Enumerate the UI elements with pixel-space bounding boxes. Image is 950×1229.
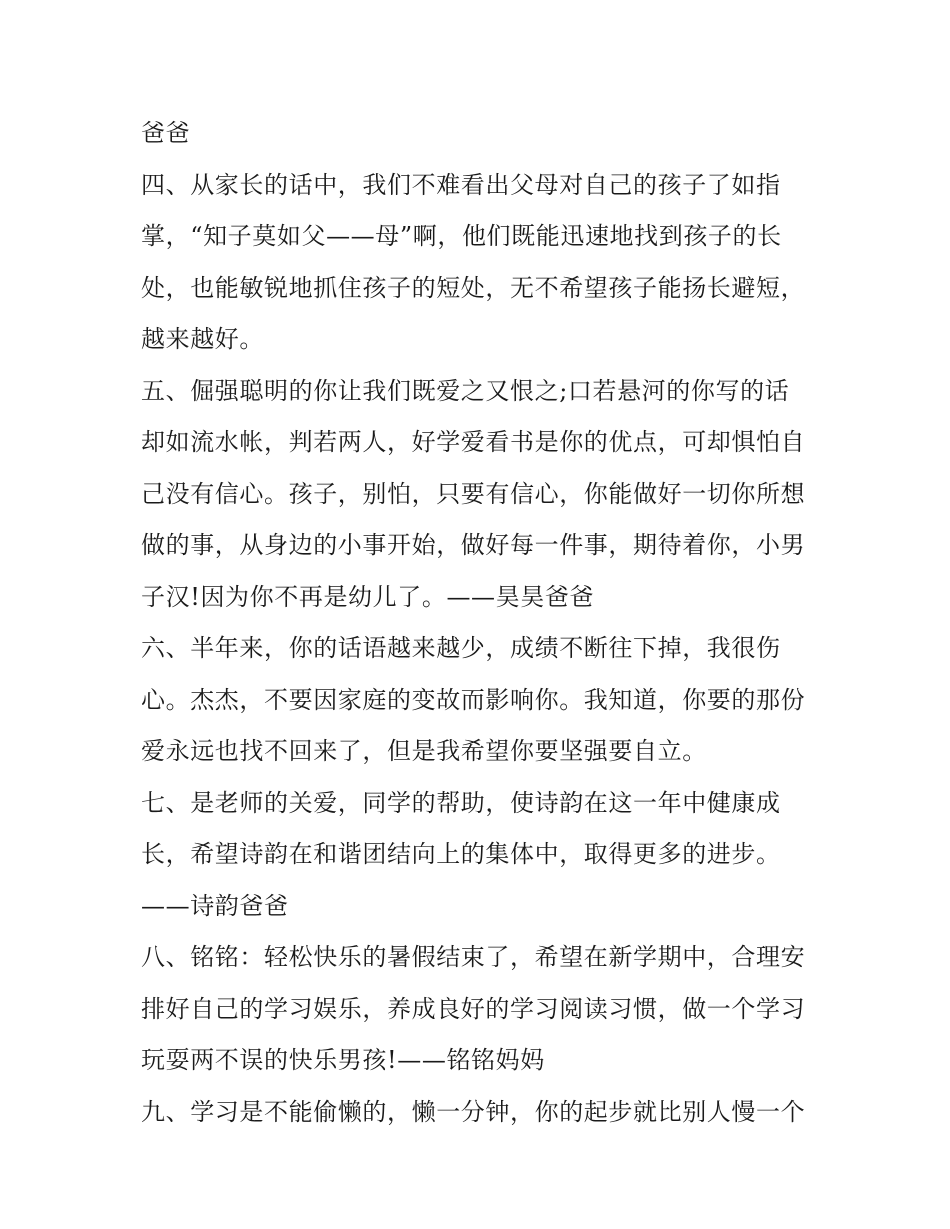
text-line: 处，也能敏锐地抓住孩子的短处，无不希望孩子能扬长避短， xyxy=(141,273,806,302)
text-line: 玩耍两不误的快乐男孩!——铭铭妈妈 xyxy=(141,1046,545,1074)
text-line: ——诗韵爸爸 xyxy=(141,891,289,920)
text-line: 九、学习是不能偷懒的，懒一分钟，你的起步就比别人慢一个 xyxy=(141,1097,806,1126)
text-line: 越来越好。 xyxy=(141,325,264,353)
text-line: 八、铭铭：轻松快乐的暑假结束了，希望在新学期中，合理安 xyxy=(141,943,806,971)
text-line: 却如流水帐，判若两人，好学爱看书是你的优点，可却惧怕自 xyxy=(141,428,806,456)
text-line: 排好自己的学习娱乐，养成良好的学习阅读习惯，做一个学习 xyxy=(141,994,806,1023)
text-line: 长，希望诗韵在和谐团结向上的集体中，取得更多的进步。 xyxy=(141,840,781,868)
document-body xyxy=(141,108,821,1138)
text-line: 掌，“知子莫如父——母”啊，他们既能迅速地找到孩子的长 xyxy=(141,222,782,250)
text-line: 爱永远也找不回来了，但是我希望你要坚强要自立。 xyxy=(141,737,707,765)
text-line: 爸爸 xyxy=(141,119,191,147)
text-line: 五、倔强聪明的你让我们既爱之又恨之;口若悬河的你写的话 xyxy=(141,376,790,405)
text-line: 做的事，从身边的小事开始，做好每一件事，期待着你，小男 xyxy=(141,531,806,559)
text-line: 己没有信心。孩子，别怕，只要有信心，你能做好一切你所想 xyxy=(141,479,806,508)
text-line: 四、从家长的话中，我们不难看出父母对自己的孩子了如指 xyxy=(141,170,781,199)
text-line: 子汉!因为你不再是幼儿了。——昊昊爸爸 xyxy=(141,582,595,611)
text-line: 六、半年来，你的话语越来越少，成绩不断往下掉，我很伤 xyxy=(141,634,781,662)
text-line: 七、是老师的关爱，同学的帮助，使诗韵在这一年中健康成 xyxy=(141,788,781,817)
text-line: 心。杰杰，不要因家庭的变故而影响你。我知道，你要的那份 xyxy=(141,685,806,714)
